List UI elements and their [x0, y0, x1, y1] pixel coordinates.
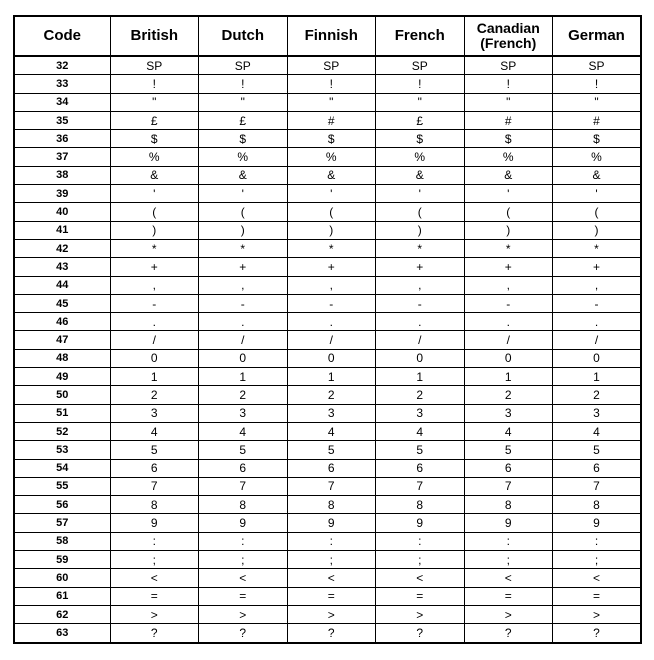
cell-german: ' — [553, 185, 642, 203]
cell-code: 53 — [14, 441, 110, 459]
cell-canadian-french: , — [464, 276, 553, 294]
cell-dutch: 6 — [199, 459, 288, 477]
table-row — [14, 441, 641, 459]
cell-finnish: $ — [287, 130, 376, 148]
header-dutch: Dutch — [199, 16, 288, 56]
cell-finnish: > — [287, 605, 376, 623]
table-row — [14, 331, 641, 349]
cell-canadian-french: ? — [464, 624, 553, 643]
cell-dutch: + — [199, 258, 288, 276]
cell-british: , — [110, 276, 199, 294]
cell-finnish: SP — [287, 56, 376, 75]
cell-french: 4 — [376, 422, 465, 440]
cell-french: = — [376, 587, 465, 605]
cell-canadian-french: 8 — [464, 496, 553, 514]
cell-french: & — [376, 166, 465, 184]
cell-french: ( — [376, 203, 465, 221]
cell-british: * — [110, 239, 199, 257]
cell-finnish: ) — [287, 221, 376, 239]
cell-german: < — [553, 569, 642, 587]
cell-canadian-french: 7 — [464, 477, 553, 495]
table-row — [14, 532, 641, 550]
cell-dutch: / — [199, 331, 288, 349]
table-header — [14, 16, 641, 56]
cell-canadian-french: . — [464, 313, 553, 331]
table-row — [14, 368, 641, 386]
cell-canadian-french: / — [464, 331, 553, 349]
table-row — [14, 166, 641, 184]
cell-french: SP — [376, 56, 465, 75]
cell-dutch: < — [199, 569, 288, 587]
cell-code: 35 — [14, 111, 110, 129]
cell-british: 2 — [110, 386, 199, 404]
cell-canadian-french: 9 — [464, 514, 553, 532]
cell-french: ! — [376, 75, 465, 93]
cell-french: 5 — [376, 441, 465, 459]
cell-finnish: ! — [287, 75, 376, 93]
cell-dutch: & — [199, 166, 288, 184]
cell-british: 8 — [110, 496, 199, 514]
cell-canadian-french: 6 — [464, 459, 553, 477]
cell-british: 1 — [110, 368, 199, 386]
cell-finnish: & — [287, 166, 376, 184]
cell-code: 37 — [14, 148, 110, 166]
cell-dutch: * — [199, 239, 288, 257]
cell-finnish: . — [287, 313, 376, 331]
cell-british: + — [110, 258, 199, 276]
cell-german: 4 — [553, 422, 642, 440]
cell-french: 0 — [376, 349, 465, 367]
cell-code: 63 — [14, 624, 110, 643]
table-row — [14, 349, 641, 367]
cell-dutch: " — [199, 93, 288, 111]
cell-finnish: 0 — [287, 349, 376, 367]
cell-code: 52 — [14, 422, 110, 440]
cell-canadian-french: ( — [464, 203, 553, 221]
table-row — [14, 569, 641, 587]
cell-british: " — [110, 93, 199, 111]
cell-code: 42 — [14, 239, 110, 257]
table-row — [14, 294, 641, 312]
cell-finnish: 5 — [287, 441, 376, 459]
cell-code: 43 — [14, 258, 110, 276]
cell-canadian-french: 5 — [464, 441, 553, 459]
cell-canadian-french: % — [464, 148, 553, 166]
cell-canadian-french: & — [464, 166, 553, 184]
cell-french: £ — [376, 111, 465, 129]
cell-german: 7 — [553, 477, 642, 495]
cell-french: $ — [376, 130, 465, 148]
cell-french: ; — [376, 551, 465, 569]
cell-french: , — [376, 276, 465, 294]
table-row — [14, 459, 641, 477]
cell-code: 60 — [14, 569, 110, 587]
cell-canadian-french: 2 — [464, 386, 553, 404]
cell-german: 6 — [553, 459, 642, 477]
table-row — [14, 276, 641, 294]
table-row — [14, 404, 641, 422]
table-row — [14, 477, 641, 495]
cell-british: / — [110, 331, 199, 349]
cell-german: 0 — [553, 349, 642, 367]
cell-canadian-french: ! — [464, 75, 553, 93]
table-row — [14, 514, 641, 532]
cell-finnish: " — [287, 93, 376, 111]
cell-german: SP — [553, 56, 642, 75]
cell-dutch: = — [199, 587, 288, 605]
cell-finnish: ; — [287, 551, 376, 569]
cell-dutch: ! — [199, 75, 288, 93]
cell-british: ' — [110, 185, 199, 203]
cell-french: % — [376, 148, 465, 166]
cell-german: ? — [553, 624, 642, 643]
cell-canadian-french: " — [464, 93, 553, 111]
header-british: British — [110, 16, 199, 56]
cell-french: 9 — [376, 514, 465, 532]
cell-canadian-french: 3 — [464, 404, 553, 422]
cell-german: 2 — [553, 386, 642, 404]
cell-canadian-french: = — [464, 587, 553, 605]
cell-code: 47 — [14, 331, 110, 349]
cell-british: 4 — [110, 422, 199, 440]
cell-code: 55 — [14, 477, 110, 495]
cell-code: 56 — [14, 496, 110, 514]
cell-french: 1 — [376, 368, 465, 386]
cell-british: £ — [110, 111, 199, 129]
cell-british: SP — [110, 56, 199, 75]
cell-british: ( — [110, 203, 199, 221]
cell-code: 51 — [14, 404, 110, 422]
header-row — [14, 16, 641, 56]
cell-code: 57 — [14, 514, 110, 532]
cell-finnish: / — [287, 331, 376, 349]
cell-british: . — [110, 313, 199, 331]
cell-code: 62 — [14, 605, 110, 623]
cell-german: # — [553, 111, 642, 129]
cell-code: 50 — [14, 386, 110, 404]
cell-code: 46 — [14, 313, 110, 331]
cell-finnish: ? — [287, 624, 376, 643]
cell-german: $ — [553, 130, 642, 148]
cell-code: 54 — [14, 459, 110, 477]
cell-british: > — [110, 605, 199, 623]
cell-canadian-french: * — [464, 239, 553, 257]
cell-german: & — [553, 166, 642, 184]
cell-british: = — [110, 587, 199, 605]
table-row — [14, 93, 641, 111]
cell-finnish: : — [287, 532, 376, 550]
table-body — [14, 56, 641, 643]
cell-finnish: % — [287, 148, 376, 166]
cell-german: 8 — [553, 496, 642, 514]
cell-canadian-french: : — [464, 532, 553, 550]
cell-german: + — [553, 258, 642, 276]
cell-canadian-french: ' — [464, 185, 553, 203]
cell-finnish: 4 — [287, 422, 376, 440]
cell-german: : — [553, 532, 642, 550]
cell-finnish: , — [287, 276, 376, 294]
cell-german: 3 — [553, 404, 642, 422]
table-row — [14, 587, 641, 605]
cell-canadian-french: ; — [464, 551, 553, 569]
cell-british: 0 — [110, 349, 199, 367]
cell-finnish: - — [287, 294, 376, 312]
cell-french: : — [376, 532, 465, 550]
cell-dutch: - — [199, 294, 288, 312]
cell-dutch: ' — [199, 185, 288, 203]
cell-british: < — [110, 569, 199, 587]
cell-british: 7 — [110, 477, 199, 495]
header-finnish: Finnish — [287, 16, 376, 56]
cell-german: = — [553, 587, 642, 605]
cell-canadian-french: SP — [464, 56, 553, 75]
cell-german: ( — [553, 203, 642, 221]
cell-finnish: # — [287, 111, 376, 129]
cell-british: 9 — [110, 514, 199, 532]
cell-dutch: 2 — [199, 386, 288, 404]
cell-french: ' — [376, 185, 465, 203]
table-row — [14, 203, 641, 221]
cell-dutch: 5 — [199, 441, 288, 459]
table-row — [14, 130, 641, 148]
cell-british: 6 — [110, 459, 199, 477]
cell-dutch: SP — [199, 56, 288, 75]
cell-dutch: , — [199, 276, 288, 294]
cell-french: " — [376, 93, 465, 111]
cell-canadian-french: < — [464, 569, 553, 587]
cell-french: ) — [376, 221, 465, 239]
cell-dutch: 9 — [199, 514, 288, 532]
cell-british: ) — [110, 221, 199, 239]
cell-dutch: 7 — [199, 477, 288, 495]
cell-british: - — [110, 294, 199, 312]
header-german: German — [553, 16, 642, 56]
cell-british: ? — [110, 624, 199, 643]
cell-finnish: + — [287, 258, 376, 276]
cell-finnish: < — [287, 569, 376, 587]
cell-german: . — [553, 313, 642, 331]
cell-code: 48 — [14, 349, 110, 367]
cell-canadian-french: > — [464, 605, 553, 623]
cell-canadian-french: # — [464, 111, 553, 129]
cell-french: < — [376, 569, 465, 587]
cell-finnish: 3 — [287, 404, 376, 422]
cell-dutch: 3 — [199, 404, 288, 422]
cell-dutch: 1 — [199, 368, 288, 386]
cell-code: 38 — [14, 166, 110, 184]
cell-code: 59 — [14, 551, 110, 569]
table-row — [14, 386, 641, 404]
cell-canadian-french: 4 — [464, 422, 553, 440]
cell-dutch: . — [199, 313, 288, 331]
cell-german: ! — [553, 75, 642, 93]
cell-canadian-french: + — [464, 258, 553, 276]
cell-dutch: $ — [199, 130, 288, 148]
cell-code: 32 — [14, 56, 110, 75]
table-row — [14, 221, 641, 239]
cell-dutch: ( — [199, 203, 288, 221]
table-row — [14, 148, 641, 166]
cell-german: 1 — [553, 368, 642, 386]
cell-finnish: 9 — [287, 514, 376, 532]
cell-german: 9 — [553, 514, 642, 532]
cell-dutch: % — [199, 148, 288, 166]
cell-german: % — [553, 148, 642, 166]
cell-code: 58 — [14, 532, 110, 550]
cell-code: 44 — [14, 276, 110, 294]
cell-dutch: 4 — [199, 422, 288, 440]
table-row — [14, 422, 641, 440]
cell-german: " — [553, 93, 642, 111]
cell-german: * — [553, 239, 642, 257]
character-set-table — [13, 15, 642, 644]
cell-french: ? — [376, 624, 465, 643]
cell-dutch: > — [199, 605, 288, 623]
cell-french: 2 — [376, 386, 465, 404]
cell-code: 34 — [14, 93, 110, 111]
header-code: Code — [14, 16, 110, 56]
cell-dutch: ? — [199, 624, 288, 643]
header-french: French — [376, 16, 465, 56]
cell-british: : — [110, 532, 199, 550]
cell-british: % — [110, 148, 199, 166]
cell-code: 40 — [14, 203, 110, 221]
cell-dutch: ) — [199, 221, 288, 239]
cell-code: 49 — [14, 368, 110, 386]
cell-code: 39 — [14, 185, 110, 203]
cell-french: 8 — [376, 496, 465, 514]
cell-french: > — [376, 605, 465, 623]
cell-code: 36 — [14, 130, 110, 148]
cell-finnish: * — [287, 239, 376, 257]
cell-german: ) — [553, 221, 642, 239]
cell-british: & — [110, 166, 199, 184]
cell-finnish: 7 — [287, 477, 376, 495]
table-row — [14, 56, 641, 75]
table-row — [14, 111, 641, 129]
cell-finnish: ( — [287, 203, 376, 221]
cell-canadian-french: - — [464, 294, 553, 312]
cell-finnish: 1 — [287, 368, 376, 386]
cell-dutch: : — [199, 532, 288, 550]
cell-british: ! — [110, 75, 199, 93]
cell-canadian-french: $ — [464, 130, 553, 148]
cell-british: 5 — [110, 441, 199, 459]
table-row — [14, 496, 641, 514]
cell-code: 45 — [14, 294, 110, 312]
cell-french: - — [376, 294, 465, 312]
table-row — [14, 258, 641, 276]
cell-french: 7 — [376, 477, 465, 495]
cell-dutch: ; — [199, 551, 288, 569]
cell-code: 41 — [14, 221, 110, 239]
cell-german: - — [553, 294, 642, 312]
table-row — [14, 185, 641, 203]
table-row — [14, 313, 641, 331]
cell-code: 61 — [14, 587, 110, 605]
cell-british: 3 — [110, 404, 199, 422]
cell-finnish: 2 — [287, 386, 376, 404]
cell-dutch: 8 — [199, 496, 288, 514]
cell-german: > — [553, 605, 642, 623]
cell-german: , — [553, 276, 642, 294]
cell-french: 3 — [376, 404, 465, 422]
cell-canadian-french: ) — [464, 221, 553, 239]
cell-dutch: 0 — [199, 349, 288, 367]
cell-german: / — [553, 331, 642, 349]
cell-german: 5 — [553, 441, 642, 459]
cell-code: 33 — [14, 75, 110, 93]
cell-finnish: 6 — [287, 459, 376, 477]
header-canadian-french: Canadian (French) — [464, 16, 553, 56]
table-row — [14, 75, 641, 93]
cell-finnish: 8 — [287, 496, 376, 514]
table-row — [14, 239, 641, 257]
cell-british: $ — [110, 130, 199, 148]
cell-french: / — [376, 331, 465, 349]
cell-french: * — [376, 239, 465, 257]
cell-german: ; — [553, 551, 642, 569]
cell-canadian-french: 0 — [464, 349, 553, 367]
table-row — [14, 624, 641, 643]
cell-dutch: £ — [199, 111, 288, 129]
cell-finnish: ' — [287, 185, 376, 203]
cell-finnish: = — [287, 587, 376, 605]
table-row — [14, 605, 641, 623]
cell-french: . — [376, 313, 465, 331]
cell-british: ; — [110, 551, 199, 569]
table-row — [14, 551, 641, 569]
cell-french: 6 — [376, 459, 465, 477]
cell-french: + — [376, 258, 465, 276]
cell-canadian-french: 1 — [464, 368, 553, 386]
